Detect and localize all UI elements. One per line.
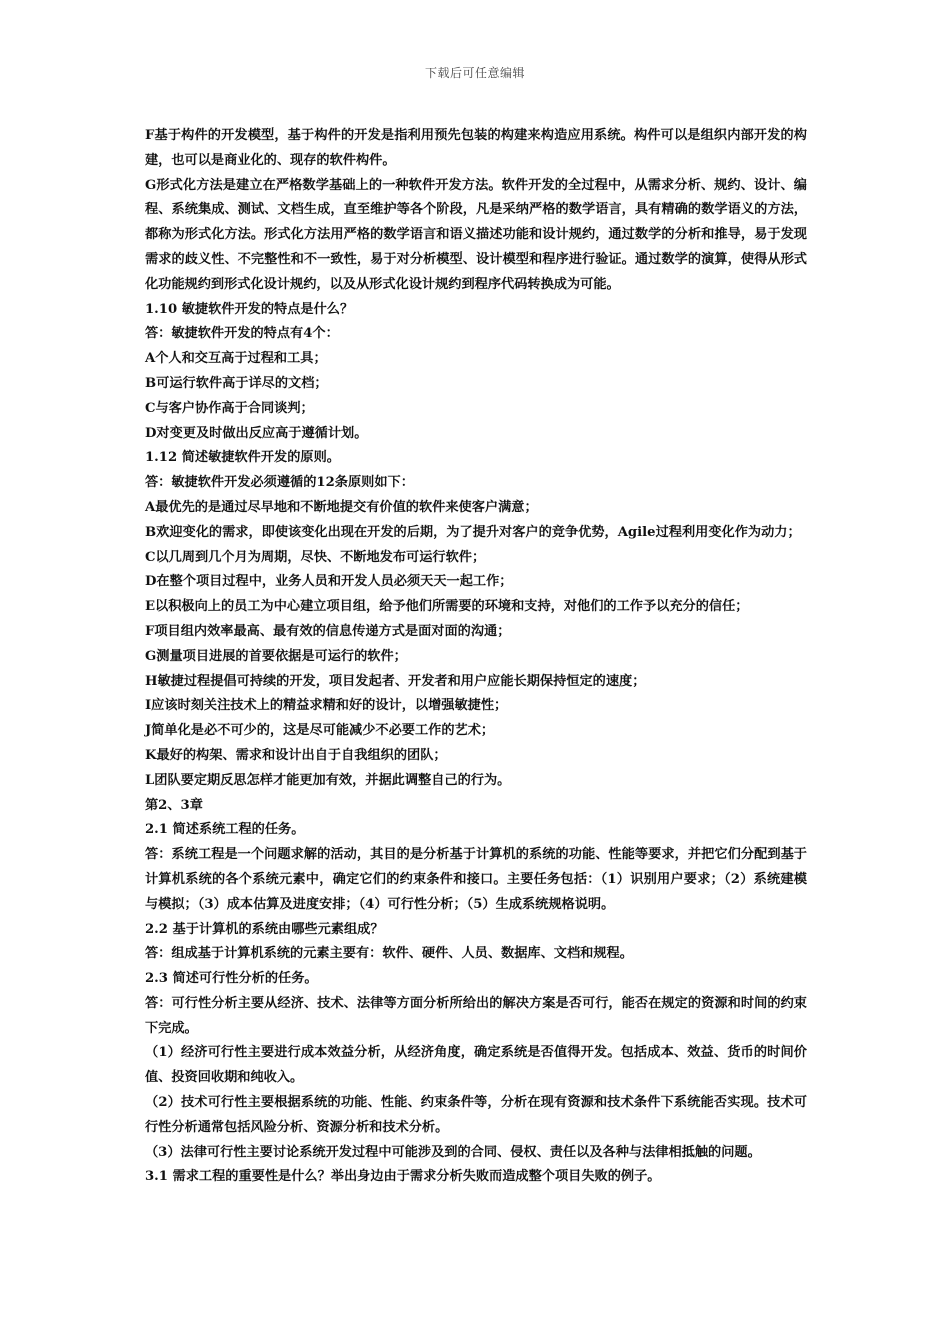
list-item: E以积极向上的员工为中心建立项目组，给予他们所需要的环境和支持，对他们的工作予以充分的信任； — [145, 599, 749, 615]
list-item: G测量项目进展的首要依据是可运行的软件； — [145, 648, 407, 664]
answer-paragraph: 答：系统工程是一个问题求解的活动，其目的是分析基于计算机的系统的功能、性能等要求，并把它们分配到基于计算机系统的各个系统元素中，确定它们的约束条件和接口。主要任务包括：（1）识别用户要求；（2）系统建模与模拟；（3）成本估算及进度安排；（4）可行性分析；（5）生成系统规格说明。 — [145, 847, 807, 912]
page-header: 下载后可任意编辑 — [424, 66, 525, 80]
paragraph: G形式化方法是建立在严格数学基础上的一种软件开发方法。软件开发的全过程中，从需求分析、规约、设计、编程、系统集成、测试、文档生成，直至维护等各个阶段，凡是采纳严格的数学语言，具有精确的数学语义的方法，都称为形式化方法。形式化方法用严格的数学语言和语义描述功能和设计规约，通过数学的分析和推导，易于发现需求的歧义性、不完整性和不一致性，易于对分析模型、设计模型和程序进行验证。通过数学的演算，使得从形式化功能规约到形式化设计规约，以及从形式化设计规约到程序代码转换成为可能。 — [145, 177, 807, 292]
question-heading: 2.1 简述系统工程的任务。 — [145, 822, 305, 838]
question-heading: 2.2 基于计算机的系统由哪些元素组成？ — [145, 921, 384, 937]
list-item: K最好的构架、需求和设计出自于自我组织的团队； — [145, 747, 447, 763]
document-body — [145, 124, 807, 1190]
answer-paragraph: 答：敏捷软件开发必须遵循的12条原则如下： — [145, 475, 414, 491]
paragraph: （2）技术可行性主要根据系统的功能、性能、约束条件等，分析在现有资源和技术条件下系统能否实现。技术可行性分析通常包括风险分析、资源分析和技术分析。 — [145, 1095, 807, 1135]
list-item: J简单化是必不可少的，这是尽可能减少不必要工作的艺术； — [145, 723, 495, 739]
answer-paragraph: 答：可行性分析主要从经济、技术、法律等方面分析所给出的解决方案是否可行，能否在规定的资源和时间的约束下完成。 — [145, 995, 807, 1036]
question-heading: 1.10 敏捷软件开发的特点是什么？ — [145, 301, 354, 317]
question-heading: 1.12 简述敏捷软件开发的原则。 — [145, 450, 340, 466]
chapter-heading: 第2、3章 — [145, 797, 203, 813]
list-item: C与客户协作高于合同谈判； — [145, 400, 314, 416]
list-item: B可运行软件高于详尽的文档； — [145, 375, 328, 391]
list-item: A个人和交互高于过程和工具； — [145, 351, 327, 367]
paragraph: （3）法律可行性主要讨论系统开发过程中可能涉及到的合同、侵权、责任以及各种与法律相抵触的问题。 — [145, 1144, 761, 1160]
answer-paragraph: 答：敏捷软件开发的特点有4个： — [145, 326, 339, 342]
answer-paragraph: 答：组成基于计算机系统的元素主要有：软件、硬件、人员、数据库、文档和规程。 — [145, 946, 633, 962]
list-item: F项目组内效率最高、最有效的信息传递方式是面对面的沟通； — [145, 623, 511, 639]
question-heading: 2.3 简述可行性分析的任务。 — [145, 971, 318, 987]
list-item: L团队要定期反思怎样才能更加有效，并据此调整自己的行为。 — [145, 772, 511, 788]
list-item: C以几周到几个月为周期，尽快、不断地发布可运行软件； — [145, 549, 486, 565]
list-item: I应该时刻关注技术上的精益求精和好的设计，以增强敏捷性； — [145, 698, 508, 714]
list-item: A最优先的是通过尽早地和不断地提交有价值的软件来使客户满意； — [145, 499, 538, 515]
list-item: B欢迎变化的需求，即使该变化出现在开发的后期，为了提升对客户的竞争优势，Agile过程利用变化作为动力； — [145, 524, 801, 540]
list-item: D在整个项目过程中，业务人员和开发人员必须天天一起工作； — [145, 574, 513, 590]
paragraph: F基于构件的开发模型，基于构件的开发是指利用预先包装的构建来构造应用系统。构件可以是组织内部开发的构建，也可以是商业化的、现存的软件构件。 — [145, 128, 807, 168]
question-heading: 3.1 需求工程的重要性是什么？举出身边由于需求分析失败而造成整个项目失败的例子。 — [145, 1169, 661, 1185]
paragraph: （1）经济可行性主要进行成本效益分析，从经济角度，确定系统是否值得开发。包括成本、效益、货币的时间价值、投资回收期和纯收入。 — [145, 1045, 807, 1086]
list-item: H敏捷过程提倡可持续的开发，项目发起者、开发者和用户应能长期保持恒定的速度； — [145, 673, 646, 689]
list-item: D对变更及时做出反应高于遵循计划。 — [145, 425, 368, 441]
